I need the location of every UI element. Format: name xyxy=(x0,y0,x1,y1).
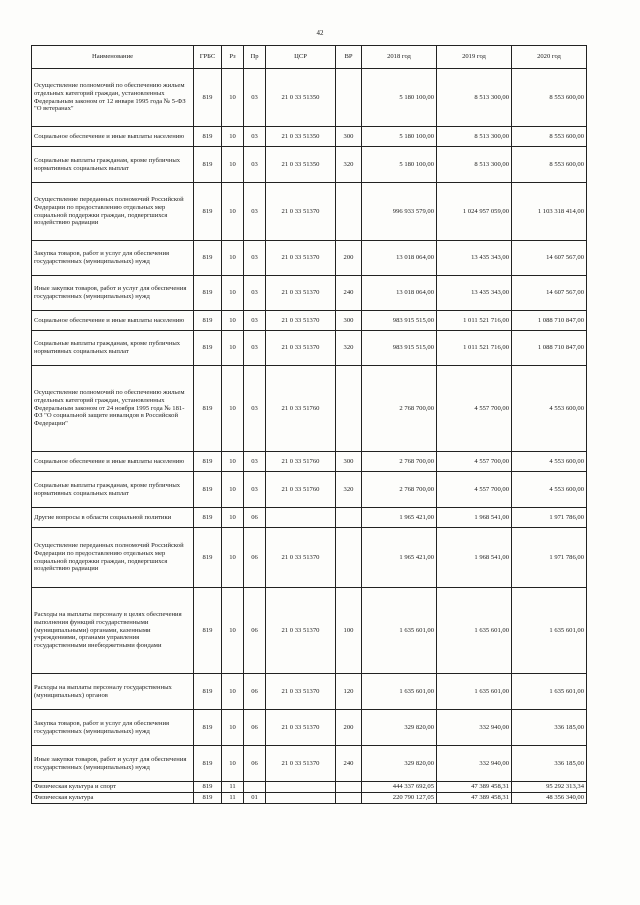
row-2018: 1 635 601,00 xyxy=(362,588,437,674)
row-grbs: 819 xyxy=(194,127,222,147)
row-2018: 329 820,00 xyxy=(362,710,437,746)
row-2018: 13 018 064,00 xyxy=(362,276,437,311)
header-2020: 2020 год xyxy=(512,46,587,69)
row-rz: 10 xyxy=(222,472,244,508)
row-csr: 21 0 33 51760 xyxy=(266,472,336,508)
row-vr: 120 xyxy=(336,674,362,710)
row-name: Расходы на выплаты персоналу государственных (муниципальных) органов xyxy=(32,674,194,710)
row-grbs: 819 xyxy=(194,147,222,183)
row-name: Осуществление переданных полномочий Российской Федерации по предоставлению отдельных мер социальной поддержки граждан, подвергшихся воздействию радиации xyxy=(32,528,194,588)
row-rz: 10 xyxy=(222,746,244,782)
row-2019: 332 940,00 xyxy=(437,710,512,746)
row-2018: 1 965 421,00 xyxy=(362,528,437,588)
table-row xyxy=(32,127,587,147)
row-grbs: 819 xyxy=(194,276,222,311)
header-name: Наименование xyxy=(32,46,194,69)
row-grbs: 819 xyxy=(194,472,222,508)
row-pr: 03 xyxy=(244,276,266,311)
row-name: Другие вопросы в области социальной политики xyxy=(32,508,194,528)
row-2020: 1 088 710 847,00 xyxy=(512,331,587,366)
row-2019: 4 557 700,00 xyxy=(437,452,512,472)
row-rz: 10 xyxy=(222,508,244,528)
row-2020: 4 553 600,00 xyxy=(512,472,587,508)
row-csr: 21 0 33 51370 xyxy=(266,588,336,674)
row-2018: 2 768 700,00 xyxy=(362,452,437,472)
row-2019: 1 024 957 059,00 xyxy=(437,183,512,241)
row-2018: 5 180 100,00 xyxy=(362,127,437,147)
row-pr: 03 xyxy=(244,69,266,127)
row-name: Физическая культура xyxy=(32,792,194,803)
row-csr: 21 0 33 51350 xyxy=(266,147,336,183)
row-2019: 8 513 300,00 xyxy=(437,69,512,127)
row-2019: 1 635 601,00 xyxy=(437,588,512,674)
row-2020: 1 971 786,00 xyxy=(512,508,587,528)
row-2020: 8 553 600,00 xyxy=(512,147,587,183)
row-2018: 220 790 127,05 xyxy=(362,792,437,803)
row-grbs: 819 xyxy=(194,69,222,127)
row-2020: 48 356 340,00 xyxy=(512,792,587,803)
row-2020: 95 292 313,34 xyxy=(512,782,587,793)
row-pr: 06 xyxy=(244,710,266,746)
row-grbs: 819 xyxy=(194,452,222,472)
row-vr: 240 xyxy=(336,746,362,782)
row-2018: 2 768 700,00 xyxy=(362,472,437,508)
row-rz: 10 xyxy=(222,452,244,472)
row-grbs: 819 xyxy=(194,674,222,710)
row-2019: 13 435 343,00 xyxy=(437,276,512,311)
row-pr: 06 xyxy=(244,674,266,710)
row-2019: 47 389 458,31 xyxy=(437,792,512,803)
row-grbs: 819 xyxy=(194,241,222,276)
row-csr: 21 0 33 51350 xyxy=(266,69,336,127)
row-rz: 11 xyxy=(222,792,244,803)
row-csr: 21 0 33 51370 xyxy=(266,183,336,241)
header-pr: Пр xyxy=(244,46,266,69)
row-rz: 10 xyxy=(222,528,244,588)
row-grbs: 819 xyxy=(194,508,222,528)
row-csr: 21 0 33 51370 xyxy=(266,528,336,588)
row-csr: 21 0 33 51370 xyxy=(266,746,336,782)
row-vr: 100 xyxy=(336,588,362,674)
row-rz: 10 xyxy=(222,311,244,331)
row-rz: 10 xyxy=(222,366,244,452)
row-2020: 1 635 601,00 xyxy=(512,588,587,674)
row-2018: 329 820,00 xyxy=(362,746,437,782)
row-pr: 06 xyxy=(244,746,266,782)
table-row xyxy=(32,508,587,528)
row-rz: 10 xyxy=(222,147,244,183)
row-rz: 10 xyxy=(222,674,244,710)
row-csr xyxy=(266,792,336,803)
row-grbs: 819 xyxy=(194,792,222,803)
row-name: Иные закупки товаров, работ и услуг для обеспечения государственных (муниципальных) нужд xyxy=(32,746,194,782)
row-csr: 21 0 33 51370 xyxy=(266,674,336,710)
row-vr: 320 xyxy=(336,331,362,366)
row-vr: 240 xyxy=(336,276,362,311)
row-2019: 1 635 601,00 xyxy=(437,674,512,710)
row-rz: 10 xyxy=(222,127,244,147)
table-row xyxy=(32,588,587,674)
table-row xyxy=(32,69,587,127)
row-pr: 03 xyxy=(244,366,266,452)
row-name: Социальные выплаты гражданам, кроме публичных нормативных социальных выплат xyxy=(32,147,194,183)
row-csr: 21 0 33 51370 xyxy=(266,276,336,311)
row-2018: 983 915 515,00 xyxy=(362,331,437,366)
row-csr: 21 0 33 51350 xyxy=(266,127,336,147)
row-vr: 300 xyxy=(336,127,362,147)
row-grbs: 819 xyxy=(194,366,222,452)
table-header-row xyxy=(32,46,587,69)
row-2020: 1 103 318 414,00 xyxy=(512,183,587,241)
row-2019: 4 557 700,00 xyxy=(437,472,512,508)
row-2019: 1 968 541,00 xyxy=(437,528,512,588)
header-2018: 2018 год xyxy=(362,46,437,69)
row-grbs: 819 xyxy=(194,710,222,746)
row-csr xyxy=(266,508,336,528)
row-2020: 8 553 600,00 xyxy=(512,69,587,127)
row-2020: 1 971 786,00 xyxy=(512,528,587,588)
row-2019: 47 389 458,31 xyxy=(437,782,512,793)
row-name: Физическая культура и спорт xyxy=(32,782,194,793)
table-row xyxy=(32,782,587,793)
header-csr: ЦСР xyxy=(266,46,336,69)
row-2019: 8 513 300,00 xyxy=(437,147,512,183)
row-name: Социальное обеспечение и иные выплаты населению xyxy=(32,311,194,331)
row-2018: 5 180 100,00 xyxy=(362,69,437,127)
table-row xyxy=(32,452,587,472)
row-2020: 14 607 567,00 xyxy=(512,241,587,276)
row-vr xyxy=(336,508,362,528)
row-2018: 983 915 515,00 xyxy=(362,311,437,331)
row-name: Расходы на выплаты персоналу в целях обеспечения выполнения функций государственными (муниципальными) органами, казенными учреждениями, органами управления государственными внебюджетными фондами xyxy=(32,588,194,674)
row-2020: 336 185,00 xyxy=(512,710,587,746)
header-grbs: ГРБС xyxy=(194,46,222,69)
page-number: 42 xyxy=(316,29,324,37)
row-2018: 5 180 100,00 xyxy=(362,147,437,183)
row-vr xyxy=(336,528,362,588)
row-csr: 21 0 33 51760 xyxy=(266,452,336,472)
row-csr: 21 0 33 51370 xyxy=(266,710,336,746)
row-2019: 4 557 700,00 xyxy=(437,366,512,452)
row-pr: 03 xyxy=(244,311,266,331)
row-name: Осуществление полномочий по обеспечению жильем отдельных категорий граждан, установленных Федеральным законом от 12 января 1995 года № 5-ФЗ "О ветеранах" xyxy=(32,69,194,127)
row-pr: 03 xyxy=(244,127,266,147)
table-row xyxy=(32,241,587,276)
row-rz: 10 xyxy=(222,710,244,746)
row-2019: 1 011 521 716,00 xyxy=(437,311,512,331)
row-2018: 996 933 579,00 xyxy=(362,183,437,241)
row-grbs: 819 xyxy=(194,331,222,366)
row-name: Закупка товаров, работ и услуг для обеспечения государственных (муниципальных) нужд xyxy=(32,241,194,276)
row-pr xyxy=(244,782,266,793)
row-vr xyxy=(336,183,362,241)
row-2018: 13 018 064,00 xyxy=(362,241,437,276)
row-rz: 10 xyxy=(222,241,244,276)
table-row xyxy=(32,183,587,241)
row-vr: 200 xyxy=(336,710,362,746)
row-2020: 4 553 600,00 xyxy=(512,452,587,472)
row-rz: 10 xyxy=(222,331,244,366)
header-vr: ВР xyxy=(336,46,362,69)
table-row xyxy=(32,472,587,508)
table-row xyxy=(32,710,587,746)
row-grbs: 819 xyxy=(194,782,222,793)
row-2019: 1 968 541,00 xyxy=(437,508,512,528)
row-2020: 8 553 600,00 xyxy=(512,127,587,147)
table-row xyxy=(32,276,587,311)
row-grbs: 819 xyxy=(194,746,222,782)
row-2020: 4 553 600,00 xyxy=(512,366,587,452)
row-pr: 03 xyxy=(244,241,266,276)
row-vr: 300 xyxy=(336,311,362,331)
header-rz: Рз xyxy=(222,46,244,69)
row-rz: 10 xyxy=(222,276,244,311)
row-2020: 1 088 710 847,00 xyxy=(512,311,587,331)
row-vr: 320 xyxy=(336,147,362,183)
row-2018: 444 337 692,05 xyxy=(362,782,437,793)
row-vr xyxy=(336,69,362,127)
row-pr: 06 xyxy=(244,528,266,588)
table-row xyxy=(32,674,587,710)
row-2018: 1 635 601,00 xyxy=(362,674,437,710)
row-vr: 300 xyxy=(336,452,362,472)
row-vr: 320 xyxy=(336,472,362,508)
table-row xyxy=(32,792,587,803)
row-vr: 200 xyxy=(336,241,362,276)
row-grbs: 819 xyxy=(194,588,222,674)
row-pr: 03 xyxy=(244,183,266,241)
row-rz: 10 xyxy=(222,69,244,127)
row-name: Осуществление полномочий по обеспечению жильем отдельных категорий граждан, установленных Федеральным законом от 24 ноября 1995 года № 181-ФЗ "О социальной защите инвалидов в Российской Федерации" xyxy=(32,366,194,452)
row-csr: 21 0 33 51370 xyxy=(266,331,336,366)
row-pr: 03 xyxy=(244,472,266,508)
header-2019: 2019 год xyxy=(437,46,512,69)
table-row xyxy=(32,366,587,452)
row-vr xyxy=(336,782,362,793)
table-row xyxy=(32,331,587,366)
row-csr xyxy=(266,782,336,793)
row-pr: 03 xyxy=(244,452,266,472)
table-row xyxy=(32,746,587,782)
row-2019: 1 011 521 716,00 xyxy=(437,331,512,366)
table-body xyxy=(32,69,587,804)
row-pr: 06 xyxy=(244,588,266,674)
row-grbs: 819 xyxy=(194,311,222,331)
row-name: Социальные выплаты гражданам, кроме публичных нормативных социальных выплат xyxy=(32,472,194,508)
row-csr: 21 0 33 51760 xyxy=(266,366,336,452)
row-name: Иные закупки товаров, работ и услуг для обеспечения государственных (муниципальных) нужд xyxy=(32,276,194,311)
row-grbs: 819 xyxy=(194,528,222,588)
row-csr: 21 0 33 51370 xyxy=(266,311,336,331)
row-2018: 1 965 421,00 xyxy=(362,508,437,528)
row-name: Осуществление переданных полномочий Российской Федерации по предоставлению отдельных мер социальной поддержки граждан, подвергшихся воздействию радиации xyxy=(32,183,194,241)
row-grbs: 819 xyxy=(194,183,222,241)
row-vr xyxy=(336,366,362,452)
row-2020: 336 185,00 xyxy=(512,746,587,782)
row-name: Закупка товаров, работ и услуг для обеспечения государственных (муниципальных) нужд xyxy=(32,710,194,746)
row-2020: 14 607 567,00 xyxy=(512,276,587,311)
row-2019: 13 435 343,00 xyxy=(437,241,512,276)
table-row xyxy=(32,528,587,588)
row-pr: 01 xyxy=(244,792,266,803)
row-2020: 1 635 601,00 xyxy=(512,674,587,710)
row-pr: 03 xyxy=(244,147,266,183)
row-2018: 2 768 700,00 xyxy=(362,366,437,452)
table-row xyxy=(32,147,587,183)
row-rz: 11 xyxy=(222,782,244,793)
row-2019: 332 940,00 xyxy=(437,746,512,782)
row-pr: 06 xyxy=(244,508,266,528)
row-2019: 8 513 300,00 xyxy=(437,127,512,147)
row-rz: 10 xyxy=(222,183,244,241)
table-row xyxy=(32,311,587,331)
row-name: Социальные выплаты гражданам, кроме публичных нормативных социальных выплат xyxy=(32,331,194,366)
row-pr: 03 xyxy=(244,331,266,366)
row-csr: 21 0 33 51370 xyxy=(266,241,336,276)
row-name: Социальное обеспечение и иные выплаты населению xyxy=(32,127,194,147)
budget-table xyxy=(31,45,587,804)
row-rz: 10 xyxy=(222,588,244,674)
row-name: Социальное обеспечение и иные выплаты населению xyxy=(32,452,194,472)
row-vr xyxy=(336,792,362,803)
